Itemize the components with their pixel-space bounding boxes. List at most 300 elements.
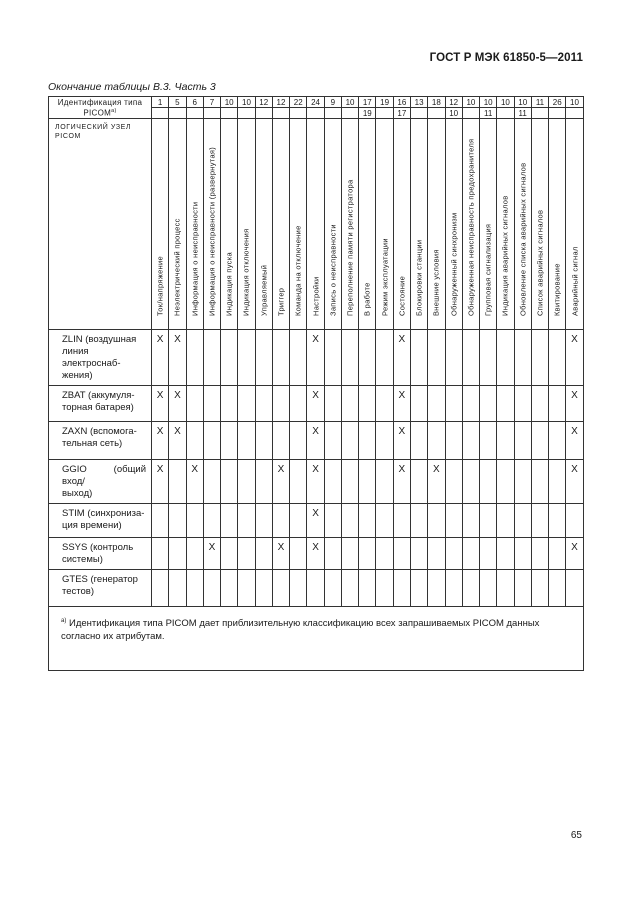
type-id-subcell — [221, 108, 238, 119]
mark-cell: X — [169, 330, 186, 386]
column-header — [169, 119, 186, 330]
mark-cell — [359, 460, 376, 504]
mark-cell — [221, 386, 238, 422]
column-header — [341, 119, 358, 330]
column-header — [497, 119, 514, 330]
mark-cell — [341, 386, 358, 422]
table-row — [49, 504, 584, 538]
mark-cell — [410, 330, 427, 386]
logical-node-name-line: выход) — [62, 488, 93, 499]
column-header — [255, 119, 272, 330]
logical-node-name-line: системы) — [62, 554, 103, 565]
column-header-label: Индикация отключения — [241, 228, 251, 316]
type-id-subcell — [186, 108, 203, 119]
mark-cell — [272, 504, 289, 538]
logical-node-name-line: тестов) — [62, 586, 95, 597]
mark-cell — [255, 386, 272, 422]
mark-cell — [169, 538, 186, 570]
mark-cell — [480, 422, 497, 460]
mark-cell: X — [169, 422, 186, 460]
mark-cell: X — [152, 386, 169, 422]
table-row — [49, 386, 584, 422]
mark-cell — [290, 386, 307, 422]
mark-cell — [255, 504, 272, 538]
mark-cell: X — [307, 386, 324, 422]
type-id-subcell: 19 — [359, 108, 376, 119]
mark-cell — [462, 460, 479, 504]
logical-node-name-line: GTES (генератор — [62, 574, 138, 585]
logical-node-name-line: тельная сеть) — [62, 438, 123, 449]
mark-cell — [445, 460, 462, 504]
type-id-subcell — [376, 108, 393, 119]
mark-cell — [238, 422, 255, 460]
mark-cell — [566, 570, 583, 607]
column-header — [221, 119, 238, 330]
column-header-label: Команда на отключение — [293, 225, 303, 316]
mark-cell — [186, 386, 203, 422]
mark-cell — [410, 460, 427, 504]
mark-cell — [341, 460, 358, 504]
logical-node-header: ЛОГИЧЕСКИЙ УЗЕЛ PICOM — [49, 119, 152, 330]
mark-cell: X — [307, 538, 324, 570]
mark-cell: X — [393, 460, 410, 504]
mark-cell — [410, 422, 427, 460]
column-header — [376, 119, 393, 330]
mark-cell — [341, 538, 358, 570]
mark-cell — [428, 330, 445, 386]
type-id-subcell: 10 — [445, 108, 462, 119]
mark-cell — [462, 330, 479, 386]
column-header-label: Информация о неисправности — [190, 201, 200, 316]
type-id-cell: 5 — [169, 97, 186, 108]
mark-cell — [272, 386, 289, 422]
mark-cell — [359, 422, 376, 460]
table-row — [49, 330, 584, 386]
mark-cell — [531, 330, 548, 386]
mark-cell — [359, 570, 376, 607]
logical-node-name-line: линия электроснаб- — [62, 346, 121, 369]
column-header — [445, 119, 462, 330]
mark-cell: X — [272, 538, 289, 570]
type-id-cell: 22 — [290, 97, 307, 108]
column-header — [272, 119, 289, 330]
type-id-subcell: 11 — [480, 108, 497, 119]
mark-cell — [324, 460, 341, 504]
logical-node-name-line: ZAXN (вспомога- — [62, 426, 137, 437]
column-header — [480, 119, 497, 330]
column-header — [152, 119, 169, 330]
mark-cell — [428, 422, 445, 460]
mark-cell — [324, 504, 341, 538]
mark-cell: X — [152, 460, 169, 504]
type-id-cell: 10 — [462, 97, 479, 108]
mark-cell — [497, 570, 514, 607]
column-header-label: Режим эксплуатации — [380, 238, 390, 316]
mark-cell — [462, 504, 479, 538]
mark-cell — [514, 538, 531, 570]
mark-cell — [203, 422, 220, 460]
logical-node-name — [49, 330, 152, 386]
mark-cell: X — [428, 460, 445, 504]
picom-table — [48, 96, 584, 671]
mark-cell — [428, 386, 445, 422]
mark-cell — [445, 538, 462, 570]
mark-cell — [393, 570, 410, 607]
mark-cell — [514, 330, 531, 386]
mark-cell — [445, 504, 462, 538]
mark-cell — [480, 330, 497, 386]
column-header — [428, 119, 445, 330]
mark-cell — [255, 330, 272, 386]
type-id-cell: 16 — [393, 97, 410, 108]
mark-cell — [290, 570, 307, 607]
type-id-subcell — [410, 108, 427, 119]
logical-node-name — [49, 386, 152, 422]
mark-cell — [203, 504, 220, 538]
type-id-subcell — [462, 108, 479, 119]
mark-cell — [359, 504, 376, 538]
column-header-label: Управляемый — [259, 264, 269, 316]
mark-cell — [445, 570, 462, 607]
mark-cell: X — [307, 422, 324, 460]
column-header — [324, 119, 341, 330]
mark-cell — [428, 570, 445, 607]
mark-cell — [238, 330, 255, 386]
type-id-subcell — [341, 108, 358, 119]
column-header-label: Блокировки станции — [414, 239, 424, 316]
logical-node-name-line: жения) — [62, 370, 93, 381]
mark-cell: X — [272, 460, 289, 504]
table-row — [49, 538, 584, 570]
mark-cell — [549, 330, 566, 386]
mark-cell: X — [169, 386, 186, 422]
mark-cell — [341, 330, 358, 386]
table-footnote — [49, 607, 584, 671]
column-header-label: Индикация аварийных сигналов — [500, 195, 510, 316]
mark-cell — [480, 504, 497, 538]
type-id-cell: 10 — [497, 97, 514, 108]
mark-cell — [238, 504, 255, 538]
type-id-cell: 12 — [445, 97, 462, 108]
column-header — [549, 119, 566, 330]
mark-cell — [393, 538, 410, 570]
mark-cell — [462, 538, 479, 570]
mark-cell — [359, 330, 376, 386]
mark-cell — [186, 570, 203, 607]
type-id-subcell — [255, 108, 272, 119]
type-id-subcell — [290, 108, 307, 119]
mark-cell — [341, 422, 358, 460]
picom-type-id-header — [49, 97, 152, 119]
mark-cell: X — [152, 330, 169, 386]
mark-cell — [324, 538, 341, 570]
mark-cell: X — [566, 460, 583, 504]
column-header-label: Переполнение памяти регистратора — [345, 179, 355, 316]
type-id-subcell — [324, 108, 341, 119]
mark-cell — [514, 504, 531, 538]
column-header-label: Групповая сигнализация — [483, 223, 493, 316]
mark-cell — [152, 538, 169, 570]
type-id-subcell — [497, 108, 514, 119]
type-id-cell: 24 — [307, 97, 324, 108]
column-header-label: Аварийный сигнал — [570, 246, 579, 316]
type-id-subcell — [272, 108, 289, 119]
logical-node-name — [49, 460, 152, 504]
mark-cell — [514, 422, 531, 460]
footnote-mark: а) — [61, 618, 67, 624]
mark-cell — [462, 570, 479, 607]
mark-cell: X — [393, 330, 410, 386]
type-id-cell: 11 — [531, 97, 548, 108]
mark-cell: X — [307, 330, 324, 386]
mark-cell — [152, 504, 169, 538]
mark-cell — [376, 460, 393, 504]
type-id-cell: 6 — [186, 97, 203, 108]
mark-cell — [376, 422, 393, 460]
mark-cell — [255, 570, 272, 607]
type-id-cell: 26 — [549, 97, 566, 108]
column-header-label: Состояние — [397, 275, 407, 316]
mark-cell — [480, 460, 497, 504]
mark-cell — [410, 386, 427, 422]
mark-cell — [290, 330, 307, 386]
mark-cell — [531, 422, 548, 460]
logical-node-name — [49, 504, 152, 538]
column-header — [410, 119, 427, 330]
mark-cell — [376, 504, 393, 538]
mark-cell — [203, 330, 220, 386]
type-id-cell: 12 — [272, 97, 289, 108]
mark-cell — [514, 570, 531, 607]
mark-cell — [497, 460, 514, 504]
type-id-cell: 7 — [203, 97, 220, 108]
mark-cell — [376, 570, 393, 607]
logical-node-name-line: ция времени) — [62, 520, 122, 531]
mark-cell — [428, 538, 445, 570]
column-header — [238, 119, 255, 330]
mark-cell — [376, 330, 393, 386]
mark-cell — [290, 538, 307, 570]
type-id-subcell — [428, 108, 445, 119]
mark-cell — [549, 570, 566, 607]
mark-cell: X — [393, 386, 410, 422]
mark-cell — [410, 504, 427, 538]
footnote-text: Идентификация типа PICOM дает приблизительную классификацию всех запрашиваемых PICOM данных согласно их атрибутам. — [61, 618, 540, 643]
type-id-cell: 1 — [152, 97, 169, 108]
mark-cell — [186, 538, 203, 570]
mark-cell — [255, 460, 272, 504]
type-id-subcell — [203, 108, 220, 119]
mark-cell — [290, 504, 307, 538]
type-id-subcell — [307, 108, 324, 119]
mark-cell — [238, 386, 255, 422]
column-header — [290, 119, 307, 330]
mark-cell: X — [393, 422, 410, 460]
mark-cell — [324, 570, 341, 607]
mark-cell — [410, 538, 427, 570]
mark-cell: X — [186, 460, 203, 504]
logical-node-name-line: GGIO (общий вход/ — [62, 464, 146, 487]
mark-cell — [480, 538, 497, 570]
type-id-cell: 10 — [514, 97, 531, 108]
mark-cell — [376, 386, 393, 422]
column-header-label: Неэлектрический процесс — [172, 218, 182, 316]
column-header-label: Информация о неисправности (развернутая) — [207, 146, 217, 316]
type-id-cell: 10 — [221, 97, 238, 108]
mark-cell — [186, 422, 203, 460]
type-id-cell: 17 — [359, 97, 376, 108]
mark-cell — [393, 504, 410, 538]
mark-cell — [566, 504, 583, 538]
mark-cell — [341, 570, 358, 607]
mark-cell — [445, 386, 462, 422]
mark-cell — [531, 504, 548, 538]
column-header-label: В работе — [362, 282, 372, 316]
column-header-label: Ток/напряжение — [155, 256, 165, 316]
type-id-subcell — [238, 108, 255, 119]
mark-cell — [514, 460, 531, 504]
column-header-label: Триггер — [276, 287, 286, 316]
column-header — [462, 119, 479, 330]
mark-cell — [203, 570, 220, 607]
mark-cell: X — [307, 460, 324, 504]
mark-cell — [497, 504, 514, 538]
mark-cell — [359, 386, 376, 422]
type-id-subcell — [152, 108, 169, 119]
mark-cell — [169, 460, 186, 504]
mark-cell — [549, 460, 566, 504]
mark-cell — [221, 538, 238, 570]
mark-cell — [428, 504, 445, 538]
type-id-subcell — [169, 108, 186, 119]
mark-cell — [169, 504, 186, 538]
mark-cell — [497, 386, 514, 422]
type-id-subcell: 11 — [514, 108, 531, 119]
type-id-cell: 10 — [341, 97, 358, 108]
type-id-cell: 10 — [566, 97, 583, 108]
column-header-label: Обнаруженный синхронизм — [449, 212, 459, 316]
mark-cell — [203, 460, 220, 504]
logical-node-name-line: торная батарея) — [62, 402, 134, 413]
mark-cell — [272, 330, 289, 386]
mark-cell — [549, 504, 566, 538]
mark-cell — [497, 538, 514, 570]
table-row — [49, 422, 584, 460]
mark-cell — [445, 330, 462, 386]
mark-cell — [410, 570, 427, 607]
mark-cell — [238, 538, 255, 570]
mark-cell — [169, 570, 186, 607]
mark-cell: X — [566, 538, 583, 570]
type-id-cell: 10 — [480, 97, 497, 108]
column-header-label: Список аварийных сигналов — [535, 209, 545, 316]
type-id-subcell — [549, 108, 566, 119]
mark-cell — [238, 570, 255, 607]
footnote-mark: а) — [111, 107, 117, 114]
mark-cell — [531, 538, 548, 570]
logical-node-name — [49, 538, 152, 570]
mark-cell — [531, 386, 548, 422]
type-id-cell: 10 — [238, 97, 255, 108]
mark-cell — [514, 386, 531, 422]
column-header-label: Обнаруженная неисправность предохранителя — [466, 138, 476, 316]
mark-cell — [272, 422, 289, 460]
column-header-label: Запись о неисправности — [328, 224, 338, 316]
mark-cell: X — [566, 330, 583, 386]
column-header — [307, 119, 324, 330]
type-id-subcell: 17 — [393, 108, 410, 119]
mark-cell — [324, 422, 341, 460]
column-header-label: Индикация пуска — [224, 252, 234, 316]
table-row — [49, 570, 584, 607]
column-header — [203, 119, 220, 330]
mark-cell — [290, 460, 307, 504]
mark-cell — [152, 570, 169, 607]
logical-node-name-line: ZLIN (воздушная — [62, 334, 137, 345]
logical-node-name-line: SSYS (контроль — [62, 542, 134, 553]
mark-cell — [290, 422, 307, 460]
mark-cell — [221, 460, 238, 504]
mark-cell — [307, 570, 324, 607]
mark-cell — [531, 570, 548, 607]
mark-cell: X — [566, 386, 583, 422]
mark-cell — [221, 570, 238, 607]
type-id-cell: 13 — [410, 97, 427, 108]
page-number: 65 — [570, 830, 582, 841]
type-id-cell: 19 — [376, 97, 393, 108]
mark-cell — [445, 422, 462, 460]
mark-cell — [324, 386, 341, 422]
logical-node-name-line: ZBAT (аккумуля- — [62, 390, 135, 401]
column-header-label: Внешние условия — [431, 249, 441, 316]
mark-cell — [462, 422, 479, 460]
document-header: ГОСТ Р МЭК 61850-5—2011 — [429, 52, 583, 64]
mark-cell — [480, 570, 497, 607]
logical-node-name — [49, 422, 152, 460]
column-header — [186, 119, 203, 330]
column-header-label: Квитирование — [552, 263, 562, 316]
type-id-subcell — [566, 108, 583, 119]
picom-type-id-label: Идентификация типа PICOM — [57, 97, 143, 118]
type-id-cell: 9 — [324, 97, 341, 108]
mark-cell — [255, 538, 272, 570]
column-header — [393, 119, 410, 330]
mark-cell — [341, 504, 358, 538]
logical-node-name — [49, 570, 152, 607]
mark-cell — [238, 460, 255, 504]
mark-cell — [531, 460, 548, 504]
mark-cell — [255, 422, 272, 460]
mark-cell — [221, 504, 238, 538]
logical-node-name-line: STIM (синхрониза- — [62, 508, 145, 519]
mark-cell — [549, 538, 566, 570]
mark-cell: X — [152, 422, 169, 460]
mark-cell — [497, 330, 514, 386]
mark-cell — [549, 422, 566, 460]
mark-cell: X — [566, 422, 583, 460]
mark-cell — [324, 330, 341, 386]
column-header — [531, 119, 548, 330]
type-id-subcell — [531, 108, 548, 119]
mark-cell — [549, 386, 566, 422]
mark-cell — [480, 386, 497, 422]
type-id-cell: 12 — [255, 97, 272, 108]
mark-cell — [221, 330, 238, 386]
mark-cell — [462, 386, 479, 422]
mark-cell: X — [203, 538, 220, 570]
column-header-label: Обновление списка аварийных сигналов — [518, 162, 528, 316]
type-id-cell: 18 — [428, 97, 445, 108]
